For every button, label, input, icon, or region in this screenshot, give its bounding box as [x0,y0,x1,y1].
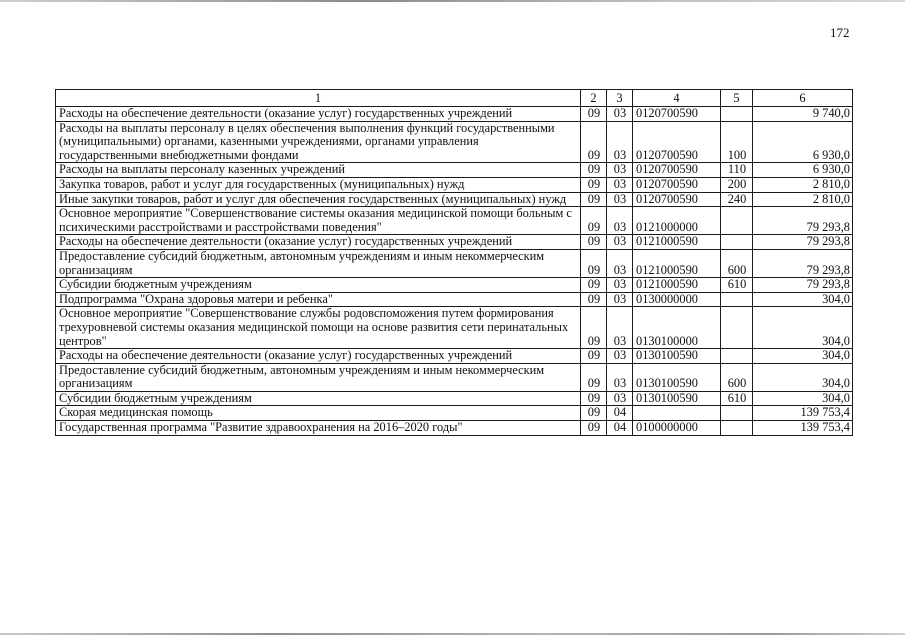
cell-pr: 04 [607,421,633,436]
cell-amount: 6 930,0 [753,121,853,163]
cell-amount: 139 753,4 [753,421,853,436]
scan-edge-top [0,0,905,2]
header-cell-vr: 5 [721,90,753,107]
cell-rz: 09 [581,278,607,293]
cell-csr: 0130100000 [633,307,721,349]
cell-name: Расходы на обеспечение деятельности (оказание услуг) государственных учреждений [56,107,581,122]
cell-rz: 09 [581,249,607,277]
header-cell-pr: 3 [607,90,633,107]
cell-amount: 79 293,8 [753,207,853,235]
cell-vr [721,421,753,436]
cell-pr: 03 [607,292,633,307]
cell-name: Закупка товаров, работ и услуг для государственных (муниципальных) нужд [56,177,581,192]
cell-rz: 09 [581,421,607,436]
cell-amount: 79 293,8 [753,235,853,250]
cell-name: Расходы на выплаты персоналу в целях обеспечения выполнения функций государственными (муниципальными) органами, казенными учреждениями, органами управления государственными внебюджетными фондами [56,121,581,163]
cell-amount: 79 293,8 [753,278,853,293]
cell-csr: 0121000590 [633,278,721,293]
table-row [56,235,853,250]
cell-vr: 200 [721,177,753,192]
cell-rz: 09 [581,363,607,391]
table-row [56,207,853,235]
cell-rz: 09 [581,207,607,235]
cell-vr [721,292,753,307]
cell-csr: 0130000000 [633,292,721,307]
header-cell-amount: 6 [753,90,853,107]
cell-pr: 03 [607,121,633,163]
cell-csr: 0120700590 [633,107,721,122]
scan-edge-bottom [0,633,905,635]
cell-vr: 600 [721,249,753,277]
cell-name: Основное мероприятие "Совершенствование системы оказания медицинской помощи больным с психическими расстройствами и расстройствами поведения" [56,207,581,235]
cell-csr: 0121000590 [633,235,721,250]
cell-csr: 0100000000 [633,421,721,436]
cell-pr: 03 [607,192,633,207]
cell-pr: 03 [607,177,633,192]
cell-amount: 304,0 [753,292,853,307]
cell-csr: 0121000000 [633,207,721,235]
cell-amount: 304,0 [753,391,853,406]
cell-vr [721,406,753,421]
header-cell-name: 1 [56,90,581,107]
table-row [56,307,853,349]
cell-amount: 304,0 [753,349,853,364]
cell-name: Государственная программа "Развитие здравоохранения на 2016–2020 годы" [56,421,581,436]
cell-pr: 03 [607,207,633,235]
cell-vr [721,207,753,235]
cell-amount: 2 810,0 [753,177,853,192]
cell-vr: 610 [721,391,753,406]
cell-name: Предоставление субсидий бюджетным, автономным учреждениям и иным некоммерческим организациям [56,363,581,391]
cell-csr: 0121000590 [633,249,721,277]
cell-vr [721,235,753,250]
table-row [56,163,853,178]
table-row [56,121,853,163]
header-cell-rz: 2 [581,90,607,107]
cell-csr: 0130100590 [633,349,721,364]
cell-csr: 0130100590 [633,391,721,406]
cell-rz: 09 [581,391,607,406]
table-row [56,107,853,122]
table-row [56,292,853,307]
cell-amount: 6 930,0 [753,163,853,178]
cell-csr: 0120700590 [633,163,721,178]
cell-rz: 09 [581,307,607,349]
cell-vr [721,349,753,364]
cell-pr: 03 [607,363,633,391]
cell-pr: 03 [607,107,633,122]
cell-name: Субсидии бюджетным учреждениям [56,391,581,406]
table-row [56,177,853,192]
cell-name: Иные закупки товаров, работ и услуг для обеспечения государственных (муниципальных) нужд [56,192,581,207]
cell-vr: 610 [721,278,753,293]
cell-csr: 0120700590 [633,121,721,163]
cell-rz: 09 [581,121,607,163]
cell-rz: 09 [581,235,607,250]
cell-amount: 9 740,0 [753,107,853,122]
cell-name: Субсидии бюджетным учреждениям [56,278,581,293]
cell-name: Скорая медицинская помощь [56,406,581,421]
table-row [56,249,853,277]
cell-rz: 09 [581,292,607,307]
cell-name: Расходы на обеспечение деятельности (оказание услуг) государственных учреждений [56,349,581,364]
cell-pr: 03 [607,307,633,349]
cell-amount: 2 810,0 [753,192,853,207]
cell-rz: 09 [581,349,607,364]
cell-rz: 09 [581,177,607,192]
cell-pr: 03 [607,235,633,250]
cell-vr [721,307,753,349]
cell-name: Подпрограмма "Охрана здоровья матери и ребенка" [56,292,581,307]
table-row [56,421,853,436]
table-row [56,192,853,207]
cell-csr [633,406,721,421]
cell-pr: 04 [607,406,633,421]
cell-vr [721,107,753,122]
cell-name: Расходы на обеспечение деятельности (оказание услуг) государственных учреждений [56,235,581,250]
cell-vr: 110 [721,163,753,178]
cell-rz: 09 [581,163,607,178]
table-row [56,406,853,421]
cell-rz: 09 [581,192,607,207]
cell-amount: 304,0 [753,307,853,349]
cell-amount: 139 753,4 [753,406,853,421]
cell-name: Предоставление субсидий бюджетным, автономным учреждениям и иным некоммерческим организациям [56,249,581,277]
cell-pr: 03 [607,249,633,277]
cell-csr: 0120700590 [633,192,721,207]
cell-amount: 304,0 [753,363,853,391]
cell-pr: 03 [607,349,633,364]
table-row [56,363,853,391]
cell-rz: 09 [581,107,607,122]
cell-csr: 0120700590 [633,177,721,192]
cell-rz: 09 [581,406,607,421]
header-cell-csr: 4 [633,90,721,107]
header-row [56,90,853,107]
page-number: 172 [830,25,850,40]
table-row [56,349,853,364]
table-row [56,391,853,406]
budget-table [55,89,853,436]
cell-name: Расходы на выплаты персоналу казенных учреждений [56,163,581,178]
cell-name: Основное мероприятие "Совершенствование службы родовспоможения путем формирования трехуровневой системы оказания медицинской помощи на основе развития сети перинатальных центров" [56,307,581,349]
cell-vr: 600 [721,363,753,391]
cell-csr: 0130100590 [633,363,721,391]
cell-pr: 03 [607,163,633,178]
cell-pr: 03 [607,391,633,406]
cell-pr: 03 [607,278,633,293]
table-row [56,278,853,293]
cell-vr: 240 [721,192,753,207]
cell-amount: 79 293,8 [753,249,853,277]
cell-vr: 100 [721,121,753,163]
